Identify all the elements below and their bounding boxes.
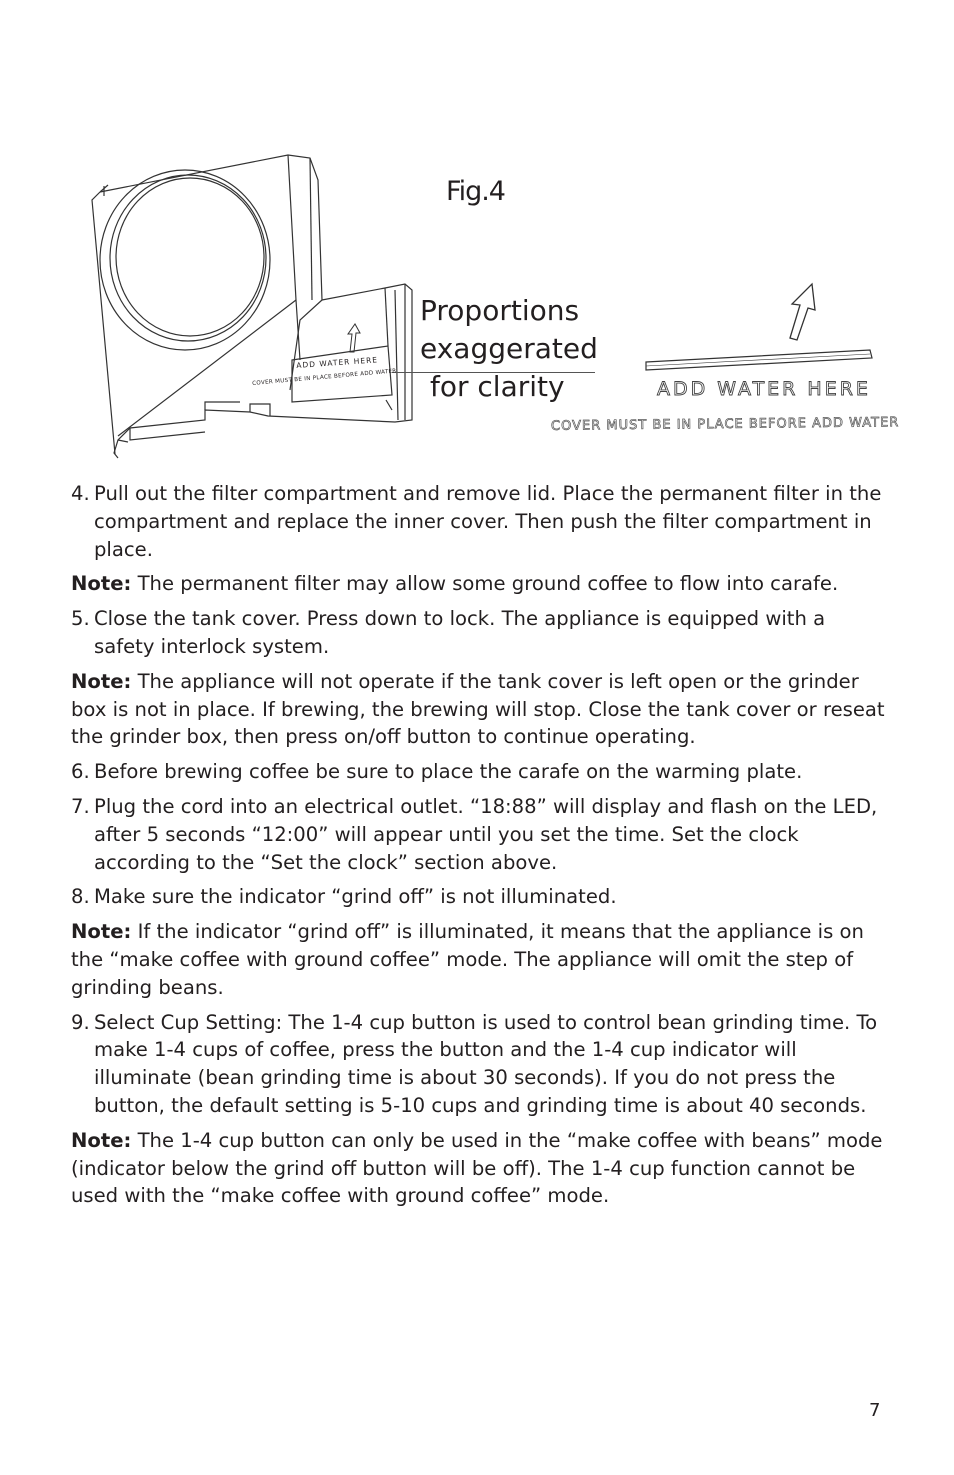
figure-note-line: Proportions [420, 294, 580, 327]
step-5 [71, 605, 886, 661]
note [71, 1127, 886, 1210]
step-number: 8. [71, 885, 90, 909]
large-add-water-label: ADD WATER HERE [657, 378, 871, 400]
step-9 [71, 1009, 886, 1120]
step-4 [71, 480, 886, 563]
step-8 [71, 883, 886, 911]
note-text: If the indicator “grind off” is illuminated, it means that the appliance is on the “make coffee with ground coffee” mode. The appliance will omit the step of grinding beans. [71, 920, 864, 999]
large-cover-label: COVER MUST BE IN PLACE BEFORE ADD WATER [550, 415, 900, 434]
step-number: 5. [71, 607, 90, 631]
step-text: Close the tank cover. Press down to lock. The appliance is equipped with a safety interlock system. [94, 607, 826, 658]
instructions [71, 480, 886, 1217]
note-label: Note: [71, 669, 132, 693]
figure-note-line: for clarity [430, 370, 565, 403]
figure-note-divider [392, 372, 595, 373]
page-number: 7 [869, 1400, 881, 1421]
note [71, 570, 886, 598]
figure-label: Fig.4 [446, 176, 505, 207]
note-label: Note: [71, 572, 132, 596]
note [71, 668, 886, 751]
figure-note [420, 292, 598, 406]
step-text: Pull out the filter compartment and remove lid. Place the permanent filter in the compartment and replace the inner cover. Then push the filter compartment in place. [94, 482, 882, 561]
step-text: Make sure the indicator “grind off” is not illuminated. [94, 885, 617, 909]
figure-4 [0, 0, 954, 470]
figure-note-line: exaggerated [420, 332, 598, 365]
step-text: Select Cup Setting: The 1-4 cup button is used to control bean grinding time. To make 1-4 cups of coffee, press the button and the 1-4 cup indicator will illuminate (bean grinding time is about 30 seconds). If you do not press the button, the default setting is 5-10 cups and grinding time is about 40 seconds. [94, 1010, 878, 1117]
step-6 [71, 758, 886, 786]
note-text: The permanent filter may allow some ground coffee to flow into carafe. [131, 572, 839, 596]
step-text: Plug the cord into an electrical outlet. “18:88” will display and flash on the LED, after 5 seconds “12:00” will appear until you set the time. Set the clock according to the “Set the clock” section above. [94, 794, 878, 874]
small-add-water-label: ADD WATER HERE [296, 355, 379, 370]
step-number: 4. [71, 482, 90, 505]
step-number: 6. [71, 760, 90, 784]
note-text: The appliance will not operate if the tank cover is left open or the grinder box is not in place. If brewing, the brewing will stop. Close the tank cover or reseat the grinder box, then press on/off button to continue operating. [71, 669, 885, 749]
note-text: The 1-4 cup button can only be used in the “make coffee with beans” mode (indicator below the grind off button will be off). The 1-4 cup function cannot be used with the “make coffee with ground coffee” mode. [71, 1128, 883, 1208]
step-number: 9. [71, 1010, 90, 1034]
note-label: Note: [71, 1128, 132, 1152]
small-cover-label: COVER MUST BE IN PLACE BEFORE ADD WATER [252, 368, 397, 387]
note-label: Note: [71, 920, 132, 944]
step-text: Before brewing coffee be sure to place the carafe on the warming plate. [94, 760, 803, 784]
step-7 [71, 793, 886, 876]
step-number: 7. [71, 794, 90, 818]
note [71, 918, 886, 1001]
